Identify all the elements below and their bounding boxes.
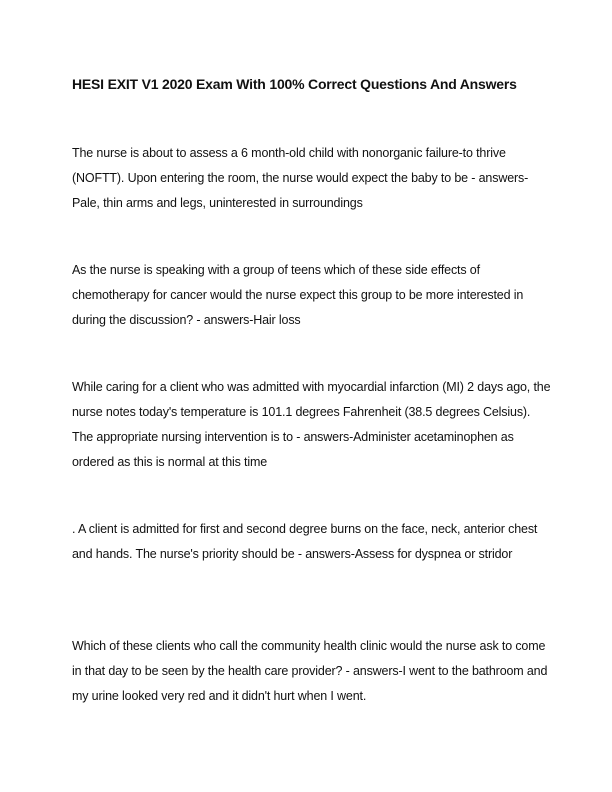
page-title: HESI EXIT V1 2020 Exam With 100% Correct Questions And Answers — [72, 76, 517, 92]
question-answer-2: As the nurse is speaking with a group of teens which of these side effects of chemotherapy for cancer would the nurse expect this group to be more interested in during the discussion? - answers-Hair loss — [72, 263, 524, 327]
question-answer-3: While caring for a client who was admitted with myocardial infarction (MI) 2 days ago, the nurse notes today's temperature is 101.1 degrees Fahrenheit (38.5 degrees Celsius). The appropriate nursing intervention is to - answers-Administer acetaminophen as ordered as this is normal at this time — [72, 380, 551, 469]
question-answer-5: Which of these clients who call the community health clinic would the nurse ask to come in that day to be seen by the health care provider? - answers-I went to the bathroom and my urine looked very red and it didn't hurt when I went. — [72, 639, 548, 703]
question-answer-4: . A client is admitted for first and second degree burns on the face, neck, anterior chest and hands. The nurse's priority should be - answers-Assess for dyspnea or stridor — [72, 522, 538, 561]
question-answer-1: The nurse is about to assess a 6 month-old child with nonorganic failure-to thrive (NOFTT). Upon entering the room, the nurse would expect the baby to be - answers-Pale, thin arms and legs, uninterested in surroundings — [72, 146, 529, 210]
